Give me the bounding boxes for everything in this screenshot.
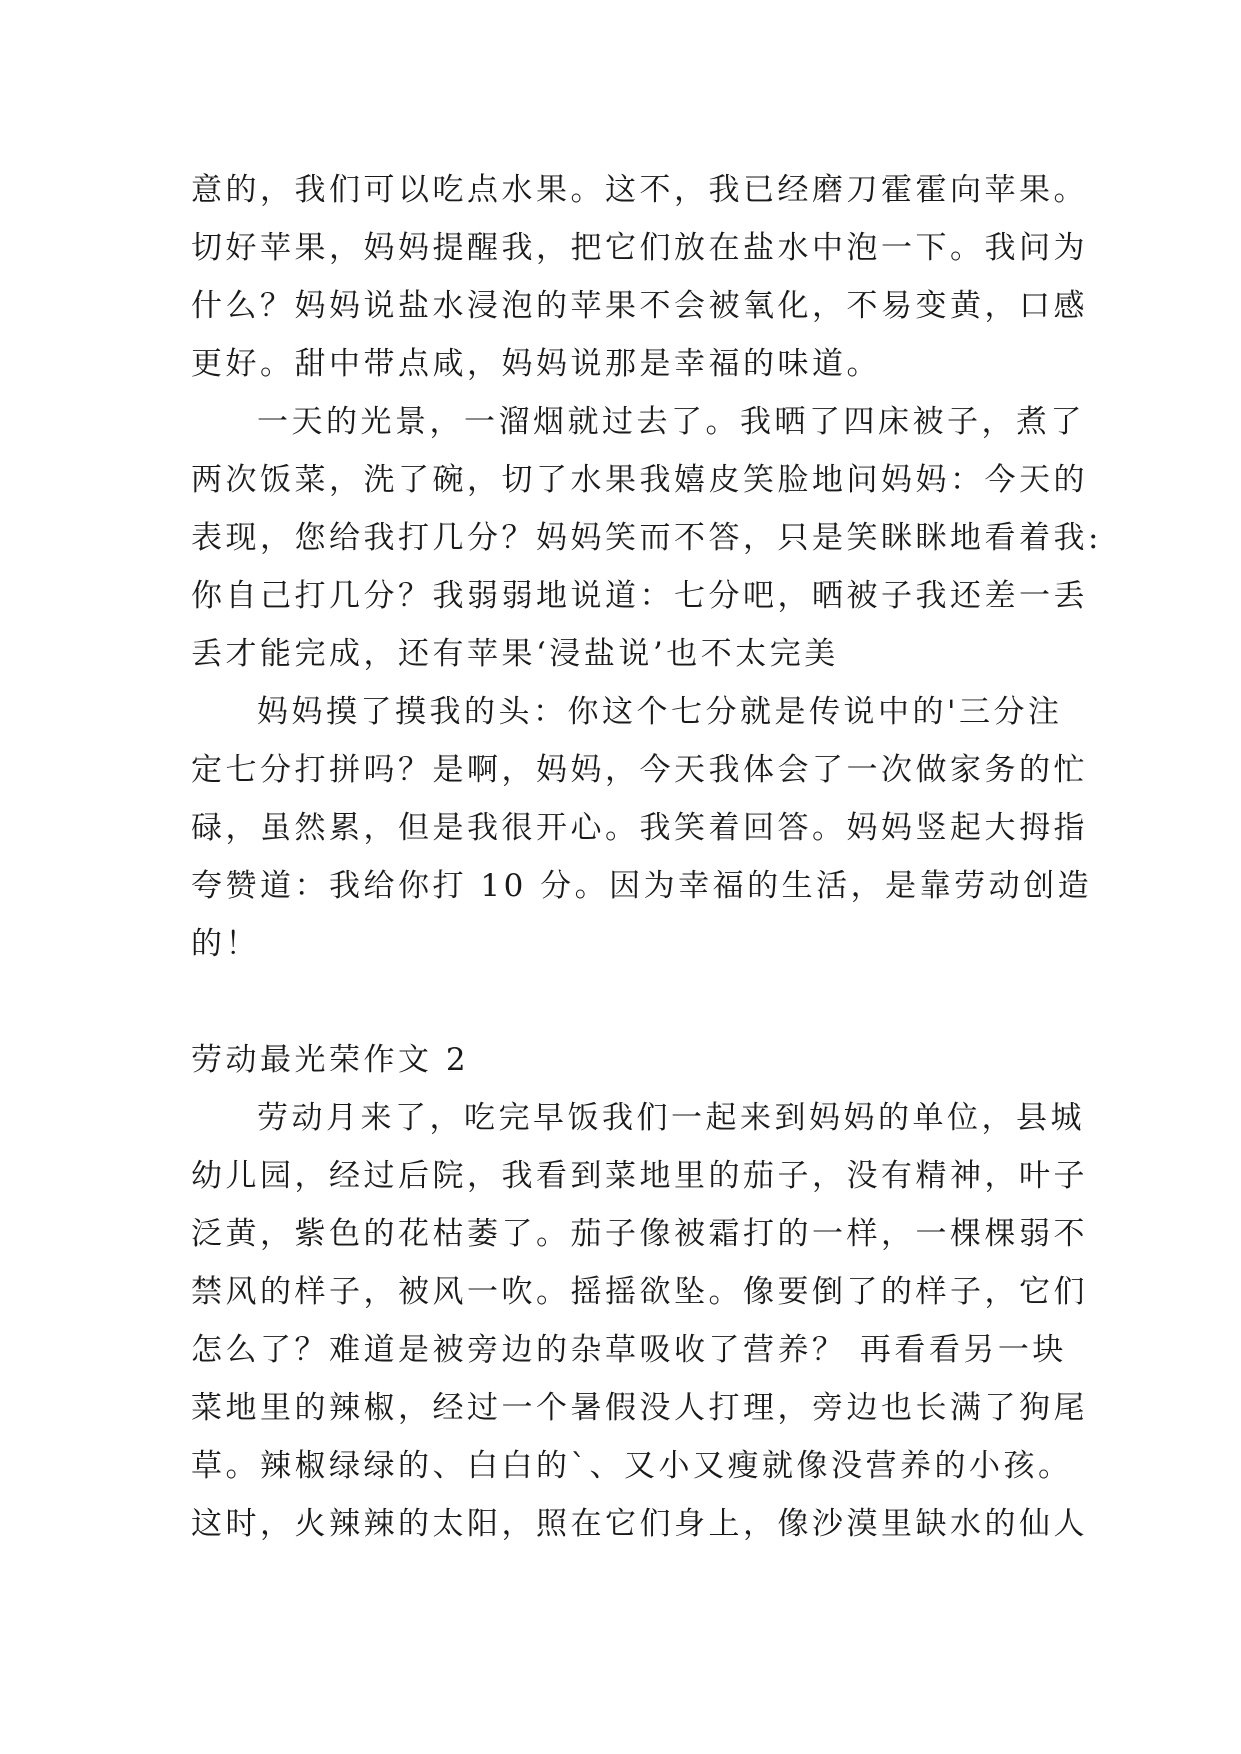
paragraph-2	[191, 393, 1102, 683]
text-line: 幼儿园，经过后院，我看到菜地里的茄子，没有精神，叶子	[191, 1158, 1088, 1194]
text-line: 两次饭菜，洗了碗，切了水果我嬉皮笑脸地问妈妈：今天的	[191, 462, 1088, 498]
text-line: 什么？妈妈说盐水浸泡的苹果不会被氧化，不易变黄，口感	[191, 288, 1088, 324]
section-title: 劳动最光荣作文 2	[191, 1042, 470, 1078]
text-line: 夸赞道：我给你打 10 分。因为幸福的生活，是靠劳动创造	[191, 868, 1093, 904]
text-line: 妈妈摸了摸我的头：你这个七分就是传说中的'三分注	[257, 694, 1063, 730]
text-line: 怎么了？难道是被旁边的杂草吸收了营养？ 再看看另一块	[191, 1332, 1067, 1368]
paragraph-1	[191, 161, 1088, 393]
text-line: 碌，虽然累，但是我很开心。我笑着回答。妈妈竖起大拇指	[191, 810, 1088, 846]
text-line: 劳动月来了，吃完早饭我们一起来到妈妈的单位，县城	[257, 1100, 1085, 1136]
text-line: 泛黄，紫色的花枯萎了。茄子像被霜打的一样，一棵棵弱不	[191, 1216, 1088, 1252]
text-line: 禁风的样子，被风一吹。摇摇欲坠。像要倒了的样子，它们	[191, 1274, 1088, 1310]
text-line: 表现，您给我打几分？妈妈笑而不答，只是笑眯眯地看着我:	[191, 520, 1102, 556]
text-line: 更好。甜中带点咸，妈妈说那是幸福的味道。	[191, 346, 881, 382]
text-line: 定七分打拼吗？是啊，妈妈，今天我体会了一次做家务的忙	[191, 752, 1088, 788]
paragraph-4	[191, 1089, 1088, 1553]
paragraph-3	[191, 683, 1093, 973]
text-line: 一天的光景，一溜烟就过去了。我晒了四床被子，煮了	[257, 404, 1085, 440]
text-line: 你自己打几分？我弱弱地说道：七分吧，晒被子我还差一丢	[191, 578, 1088, 614]
text-line: 菜地里的辣椒，经过一个暑假没人打理，旁边也长满了狗尾	[191, 1390, 1088, 1426]
text-line: 意的，我们可以吃点水果。这不，我已经磨刀霍霍向苹果。	[191, 172, 1088, 208]
section-spacer	[191, 973, 1051, 1031]
text-line: 草。辣椒绿绿的、白白的`、又小又瘦就像没营养的小孩。	[191, 1448, 1073, 1484]
text-line: 丢才能完成，还有苹果‘浸盐说’也不太完美	[191, 636, 839, 672]
text-line: 这时，火辣辣的太阳，照在它们身上，像沙漠里缺水的仙人	[191, 1506, 1088, 1542]
text-line: 切好苹果，妈妈提醒我，把它们放在盐水中泡一下。我问为	[191, 230, 1088, 266]
document-page	[191, 161, 1102, 1553]
text-line: 的！	[191, 926, 260, 962]
